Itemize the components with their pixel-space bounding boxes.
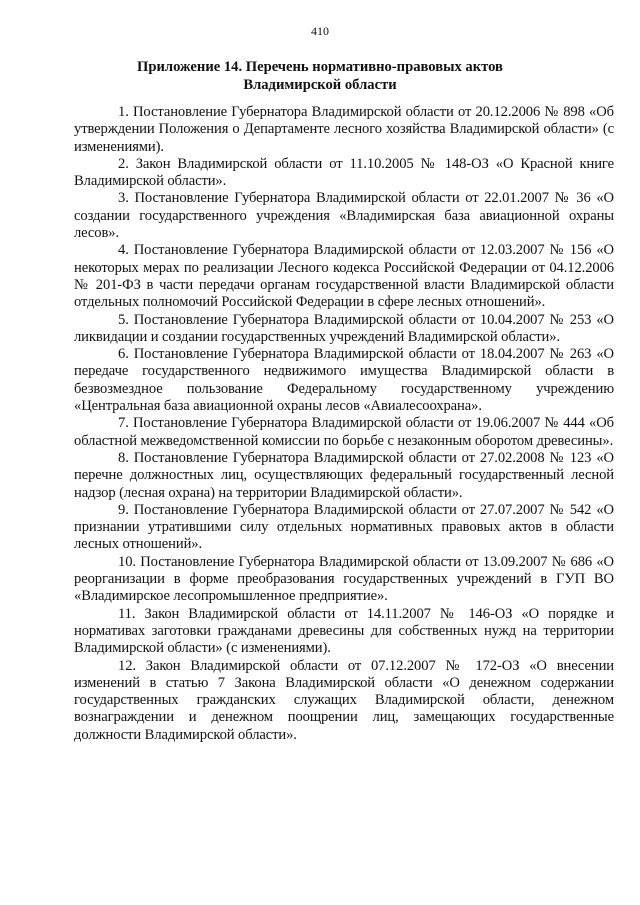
list-item: 10. Постановление Губернатора Владимирской области от 13.09.2007 № 686 «О реорганизации в форме преобразования государственных учреждений в ГУП ВО «Владимирское лесопромышленное предприятие».	[74, 553, 614, 605]
list-item: 1. Постановление Губернатора Владимирской области от 20.12.2006 № 898 «Об утверждении Положения о Департаменте лесного хозяйства Владимирской области» (с изменениями).	[74, 104, 614, 155]
list-item: 6. Постановление Губернатора Владимирской области от 18.04.2007 № 263 «О передаче государственного недвижимого имущества Владимирской области в безвозмездное пользование Федеральному государственному учреждению «Центральная база авиационной охраны лесов «Авиалесоохрана».	[74, 346, 614, 415]
list-item: 11. Закон Владимирской области от 14.11.2007 № 146-ОЗ «О порядке и нормативах заготовки гражданами древесины для собственных нужд на территории Владимирской области» (с изменениями).	[74, 605, 614, 657]
page-title: Приложение 14. Перечень нормативно-правовых актов Владимирской области	[137, 59, 503, 93]
list-item: 3. Постановление Губернатора Владимирской области от 22.01.2007 № 36 «О создании государственного учреждения «Владимирская база авиационной охраны лесов».	[74, 190, 614, 242]
list-item: 2. Закон Владимирской области от 11.10.2005 № 148-ОЗ «О Красной книге Владимирской области».	[74, 155, 614, 190]
list-item: 5. Постановление Губернатора Владимирской области от 10.04.2007 № 253 «О ликвидации и создании государственных учреждений Владимирской области».	[74, 311, 614, 345]
page-number: 410	[311, 24, 329, 38]
list-item: 4. Постановление Губернатора Владимирской области от 12.03.2007 № 156 «О некоторых мерах по реализации Лесного кодекса Российской Федерации от 04.12.2006 № 201-ФЗ в части передачи органам государственной власти Владимирской области отдельных полномочий Российской Федерации в сфере лесных отношений».	[74, 242, 614, 311]
list-item: 7. Постановление Губернатора Владимирской области от 19.06.2007 № 444 «Об областной межведомственной комиссии по борьбе с незаконным оборотом древесины».	[74, 415, 614, 449]
regulations-list	[74, 104, 614, 744]
list-item: 9. Постановление Губернатора Владимирской области от 27.07.2007 № 542 «О признании утратившими силу отдельных нормативных правовых актов в области лесных отношений».	[74, 501, 614, 553]
list-item: 8. Постановление Губернатора Владимирской области от 27.02.2008 № 123 «О перечне должностных лиц, осуществляющих федеральный государственный лесной надзор (лесная охрана) на территории Владимирской области».	[74, 449, 614, 501]
list-item: 12. Закон Владимирской области от 07.12.2007 № 172-ОЗ «О внесении изменений в статью 7 Закона Владимирской области «О денежном содержании государственных гражданских служащих Владимирской области, денежном вознаграждении и денежном поощрении лиц, замещающих государственные должности Владимирской области».	[74, 657, 614, 743]
